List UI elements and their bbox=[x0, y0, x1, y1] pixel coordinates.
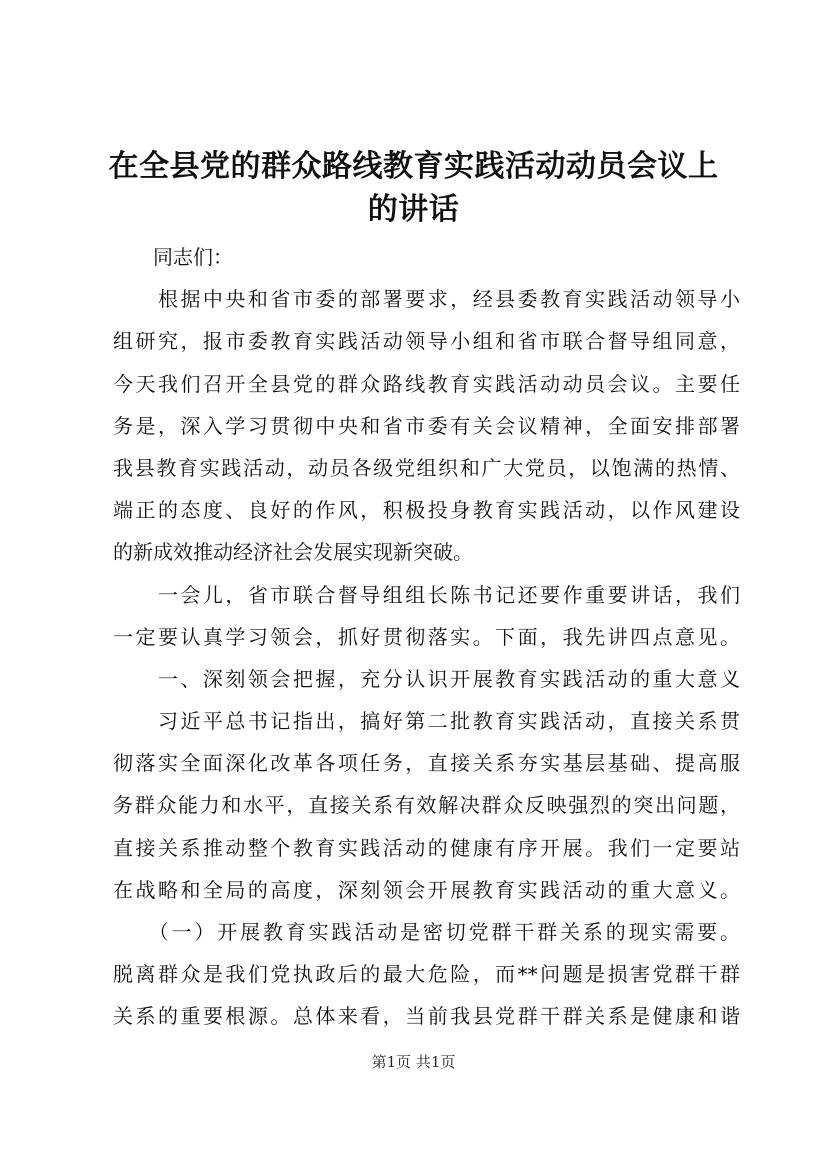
body-line: 彻落实全面深化改革各项任务，直接关系夯实基层基础、提高服 bbox=[113, 751, 740, 776]
document-body bbox=[113, 236, 740, 1038]
body-line: 在战略和全局的高度，深刻领会开展教育实践活动的重大意义。 bbox=[113, 877, 740, 902]
body-line: 务群众能力和水平，直接关系有效解决群众反映强烈的突出问题， bbox=[113, 793, 740, 818]
body-line: 关系的重要根源。总体来看，当前我县党群干群关系是健康和谐 bbox=[113, 1004, 740, 1029]
body-line: 习近平总书记指出，搞好第二批教育实践活动，直接关系贯 bbox=[113, 709, 740, 734]
title-line-1: 在全县党的群众路线教育实践活动动员会议上 bbox=[108, 149, 719, 184]
body-line: 端正的态度、良好的作风，积极投身教育实践活动，以作风建设 bbox=[113, 498, 740, 523]
document-title bbox=[90, 145, 737, 231]
section-heading: 一、深刻领会把握，充分认识开展教育实践活动的重大意义 bbox=[113, 666, 740, 691]
body-line: 同志们： bbox=[113, 245, 233, 269]
body-line: 一定要认真学习领会，抓好贯彻落实。下面，我先讲四点意见。 bbox=[113, 624, 740, 649]
subsection-heading: （一）开展教育实践活动是密切党群干群关系的现实需要。 bbox=[113, 920, 740, 944]
body-line: 的新成效推动经济社会发展实现新突破。 bbox=[113, 540, 473, 565]
body-line: 根据中央和省市委的部署要求，经县委教育实践活动领导小 bbox=[113, 287, 740, 312]
title-line-2: 的讲话 bbox=[367, 192, 460, 227]
body-line: 脱离群众是我们党执政后的最大危险，而**问题是损害党群干群 bbox=[113, 962, 740, 987]
page-footer: 第1页 共1页 bbox=[371, 1053, 456, 1071]
body-line: 务是，深入学习贯彻中央和省市委有关会议精神，全面安排部署 bbox=[113, 413, 740, 438]
body-line: 组研究，报市委教育实践活动领导小组和省市联合督导组同意， bbox=[113, 329, 740, 354]
body-line: 直接关系推动整个教育实践活动的健康有序开展。我们一定要站 bbox=[113, 835, 740, 860]
body-line: 我县教育实践活动，动员各级党组织和广大党员，以饱满的热情、 bbox=[113, 455, 740, 480]
body-line: 一会儿，省市联合督导组组长陈书记还要作重要讲话，我们 bbox=[113, 582, 740, 607]
body-line: 今天我们召开全县党的群众路线教育实践活动动员会议。主要任 bbox=[113, 371, 740, 396]
